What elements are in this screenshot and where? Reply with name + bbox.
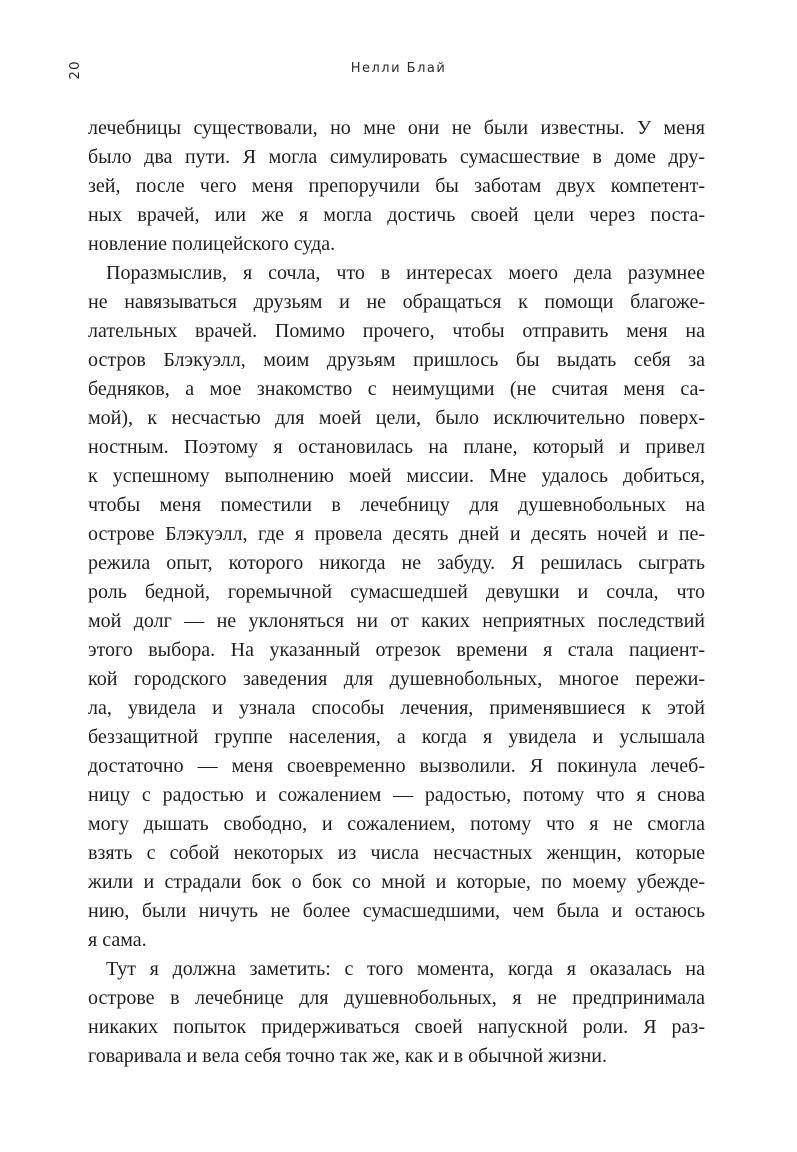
text-line: лательных врачей. Помимо прочего, чтобы отправить меня на — [88, 320, 705, 342]
text-line: Тут я должна заметить: с того момента, когда я оказалась на — [106, 958, 705, 980]
paragraph — [88, 114, 705, 259]
text-line: зей, после чего меня препоручили бы заботам двух компетент- — [88, 175, 705, 197]
body-text — [88, 114, 705, 1071]
text-line: роль бедной, горемычной сумасшедшей девушки и сочла, что — [88, 581, 705, 603]
text-line: мой), к несчастью для моей цели, было исключительно поверх- — [88, 407, 705, 429]
text-line: мой долг — не уклоняться ни от каких неприятных последствий — [88, 610, 705, 632]
text-line: остров Блэкуэлл, моим друзьям пришлось бы выдать себя за — [88, 349, 705, 371]
text-line: взять с собой некоторых из числа несчастных женщин, которые — [88, 842, 705, 864]
text-line: бедняков, а мое знакомство с неимущими (не считая меня са- — [88, 378, 705, 400]
text-line: жили и страдали бок о бок со мной и которые, по моему убежде- — [88, 871, 705, 893]
text-line: ла, увидела и узнала способы лечения, применявшиеся к этой — [88, 697, 705, 719]
text-line: к успешному выполнению моей миссии. Мне удалось добиться, — [88, 465, 705, 487]
text-line: ных врачей, или же я могла достичь своей цели через поста- — [88, 204, 705, 226]
text-line: Поразмыслив, я сочла, что в интересах моего дела разумнее — [106, 262, 705, 284]
paragraph — [88, 955, 705, 1071]
text-line: никаких попыток придерживаться своей напускной роли. Я раз- — [88, 1016, 705, 1038]
text-line: кой городского заведения для душевнобольных, многое пережи- — [88, 668, 705, 690]
text-line: беззащитной группе населения, а когда я увидела и услышала — [88, 726, 705, 748]
text-line: ностным. Поэтому я остановилась на плане, который и привел — [88, 436, 705, 458]
text-line: говаривала и вела себя точно так же, как и в обычной жизни. — [88, 1045, 607, 1067]
text-line: лечебницы существовали, но мне они не были известны. У меня — [88, 117, 705, 139]
text-line: не навязываться друзьям и не обращаться к помощи благоже- — [88, 291, 705, 313]
text-line: чтобы меня поместили в лечебницу для душевнобольных на — [88, 494, 705, 516]
text-line: я сама. — [88, 929, 147, 951]
text-line: могу дышать свободно, и сожалением, потому что я не смогла — [88, 813, 705, 835]
text-line: нию, были ничуть не более сумасшедшими, чем была и остаюсь — [88, 900, 705, 922]
page-number: 20 — [67, 60, 83, 80]
running-head: Нелли Блай — [350, 61, 447, 76]
text-line: этого выбора. На указанный отрезок времени я стала пациент- — [88, 639, 705, 661]
text-line: режила опыт, которого никогда не забуду. Я решилась сыграть — [88, 552, 705, 574]
text-line: было два пути. Я могла симулировать сумасшествие в доме дру- — [88, 146, 705, 168]
text-line: острове в лечебнице для душевнобольных, я не предпринимала — [88, 987, 705, 1009]
text-line: достаточно — меня своевременно вызволили. Я покинула лечеб- — [88, 755, 705, 777]
text-line: новление полицейского суда. — [88, 233, 336, 255]
paragraph — [88, 259, 705, 955]
text-line: ницу с радостью и сожалением — радостью, потому что я снова — [88, 784, 705, 806]
text-line: острове Блэкуэлл, где я провела десять дней и десять ночей и пе- — [88, 523, 705, 545]
